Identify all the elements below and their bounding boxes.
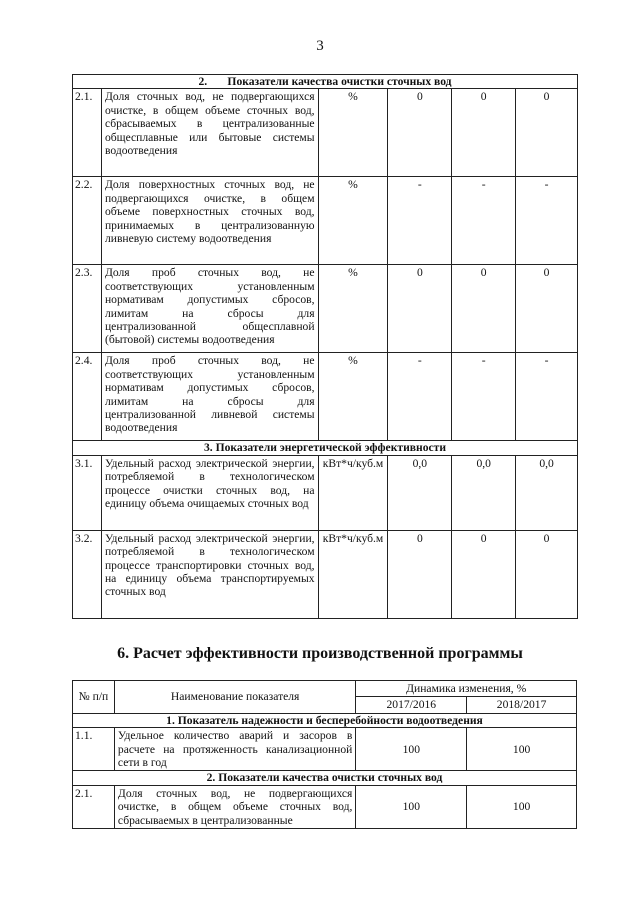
row-value-3: 0 bbox=[516, 89, 578, 177]
header-row bbox=[73, 681, 577, 697]
section-row bbox=[73, 75, 578, 89]
section-3-title: 3. Показатели энергетической эффективности bbox=[73, 441, 578, 455]
row-unit: % bbox=[318, 353, 388, 441]
row-description: Доля сточных вод, не подвергающихся очистке, в общем объеме сточных вод, сбрасываемых в централизованные bbox=[114, 785, 355, 828]
row-value-2: 0 bbox=[452, 265, 516, 353]
table-row bbox=[73, 530, 578, 618]
row-value-1: 0 bbox=[388, 265, 452, 353]
page-number: 3 bbox=[316, 38, 324, 54]
row-value-3: 0,0 bbox=[516, 455, 578, 530]
table-row bbox=[73, 89, 578, 177]
row-value-3: 0 bbox=[516, 530, 578, 618]
row-value-2: 0 bbox=[452, 530, 516, 618]
table-row bbox=[73, 177, 578, 265]
indicators-table bbox=[72, 74, 578, 619]
section-row bbox=[73, 771, 577, 785]
section-heading: 6. Расчет эффективности производственной программы bbox=[117, 645, 523, 662]
row-value-1: 100 bbox=[356, 728, 467, 771]
col-header-year-1: 2017/2016 bbox=[356, 697, 467, 713]
row-value-2: 0,0 bbox=[452, 455, 516, 530]
col-header-dynamics: Динамика изменения, % bbox=[356, 681, 577, 697]
row-unit: % bbox=[318, 265, 388, 353]
row-value-1: 0 bbox=[388, 530, 452, 618]
efficiency-table bbox=[72, 680, 577, 829]
row-description: Доля поверхностных сточных вод, не подвергающихся очистке, в общем объеме поверхностных сточных вод, принимаемых в централизованную ливневую систему водоотведения bbox=[101, 177, 318, 265]
row-number: 3.1. bbox=[73, 455, 102, 530]
row-number: 2.3. bbox=[73, 265, 102, 353]
row-value-3: - bbox=[516, 177, 578, 265]
row-number: 2.2. bbox=[73, 177, 102, 265]
table-row bbox=[73, 353, 578, 441]
col-header-number: № п/п bbox=[73, 681, 115, 714]
table-row bbox=[73, 785, 577, 828]
row-value-1: - bbox=[388, 353, 452, 441]
table-row bbox=[73, 728, 577, 771]
row-value-1: - bbox=[388, 177, 452, 265]
row-unit: % bbox=[318, 89, 388, 177]
section-2-title: 2. Показатели качества очистки сточных вод bbox=[73, 771, 577, 785]
row-description: Доля проб сточных вод, не соответствующих установленным нормативам допустимых сбросов, лимитам на сбросы для централизованной общесплавной (бытовой) системы водоотведения bbox=[101, 265, 318, 353]
row-description: Удельный расход электрической энергии, потребляемой в технологическом процессе транспортировки сточных вод, на единицу объема транспортируемых сточных вод bbox=[101, 530, 318, 618]
row-unit: % bbox=[318, 177, 388, 265]
row-description: Удельное количество аварий и засоров в расчете на протяженность канализационной сети в год bbox=[114, 728, 355, 771]
row-value-1: 0 bbox=[388, 89, 452, 177]
row-value-2: - bbox=[452, 177, 516, 265]
row-number: 2.4. bbox=[73, 353, 102, 441]
row-number: 2.1. bbox=[73, 785, 115, 828]
row-description: Доля сточных вод, не подвергающихся очистке, в общем объеме сточных вод, сбрасываемых в централизованные общесплавные или бытовые системы водоотведения bbox=[101, 89, 318, 177]
row-number: 3.2. bbox=[73, 530, 102, 618]
row-value-1: 100 bbox=[356, 785, 467, 828]
row-value-3: 0 bbox=[516, 265, 578, 353]
row-unit: кВт*ч/куб.м bbox=[318, 455, 388, 530]
row-description: Удельный расход электрической энергии, потребляемой в технологическом процессе очистки сточных вод, на единицу объема очищаемых сточных вод bbox=[101, 455, 318, 530]
row-value-2: - bbox=[452, 353, 516, 441]
row-value-3: - bbox=[516, 353, 578, 441]
row-value-1: 0,0 bbox=[388, 455, 452, 530]
row-value-2: 100 bbox=[467, 728, 577, 771]
row-number: 1.1. bbox=[73, 728, 115, 771]
row-value-2: 100 bbox=[467, 785, 577, 828]
table-row bbox=[73, 265, 578, 353]
row-number: 2.1. bbox=[73, 89, 102, 177]
col-header-year-2: 2018/2017 bbox=[467, 697, 577, 713]
row-description: Доля проб сточных вод, не соответствующих установленным нормативам допустимых сбросов, лимитам на сбросы для централизованной ливневой системы водоотведения bbox=[101, 353, 318, 441]
section-1-title: 1. Показатель надежности и бесперебойности водоотведения bbox=[73, 713, 577, 727]
col-header-name: Наименование показателя bbox=[114, 681, 355, 714]
row-unit: кВт*ч/куб.м bbox=[318, 530, 388, 618]
section-2-title: 2. Показатели качества очистки сточных вод bbox=[73, 75, 578, 89]
row-value-2: 0 bbox=[452, 89, 516, 177]
section-row bbox=[73, 713, 577, 727]
section-row bbox=[73, 441, 578, 455]
table-row bbox=[73, 455, 578, 530]
